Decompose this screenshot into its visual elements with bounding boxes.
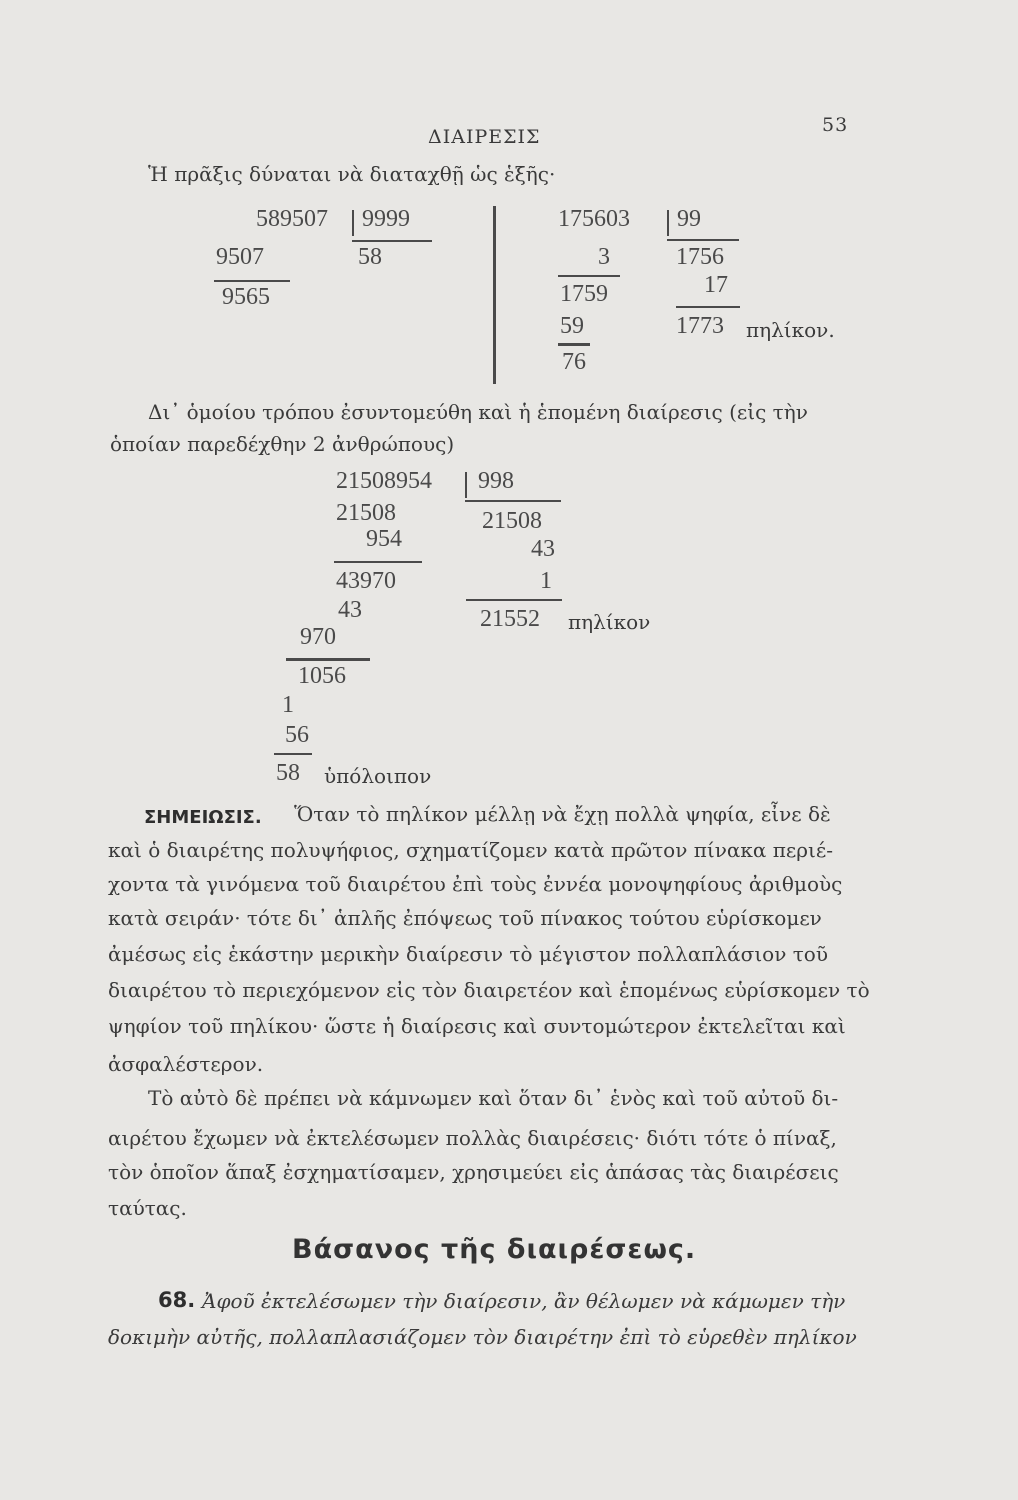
div3-l2: 21508	[336, 500, 396, 526]
div2-quotient-line	[667, 239, 739, 241]
div3-quotient-label: πηλίκον	[568, 610, 651, 634]
div1-divisor: 9999	[362, 206, 410, 232]
para3-line3: τὸν ὁποῖον ἅπαξ ἐσχηματίσαμεν, χρησιμεύει εἰς ἁπάσας τὰς διαιρέσεις	[108, 1160, 839, 1184]
para3-line1: Τὸ αὐτὸ δὲ πρέπει νὰ κάμνωμεν καὶ ὅταν δι᾽ ἑνὸς καὶ τοῦ αὐτοῦ δι-	[148, 1086, 839, 1110]
note-line3: χοντα τὰ γινόμενα τοῦ διαιρέτου ἐπὶ τοὺς ἐννέα μονοψηφίους ἀριθμοὺς	[108, 872, 843, 896]
div1-divider	[352, 210, 354, 236]
div1-row2: 9507	[216, 244, 264, 270]
div1-dividend: 589507	[256, 206, 328, 232]
note-line5: ἀμέσως εἰς ἑκάστην μερικὴν διαίρεσιν τὸ μέγιστον πολλαπλάσιον τοῦ	[108, 942, 828, 966]
note-line2: καὶ ὁ διαιρέτης πολυψήφιος, σχηματίζομεν κατὰ πρῶτον πίνακα περιέ-	[108, 838, 833, 862]
div2-quotient-label: πηλίκον.	[746, 318, 835, 342]
div1-remainder: 9565	[222, 284, 270, 310]
div3-l7: 1056	[298, 663, 346, 689]
note-label: ΣΗΜΕΙΩΣΙΣ.	[144, 807, 262, 828]
div3-sub-line-2	[286, 658, 370, 661]
para68-number: 68.	[158, 1288, 196, 1312]
para2-line2: ὁποίαν παρεδέχθην 2 ἀνθρώπους)	[110, 432, 455, 456]
div3-l8: 1	[282, 692, 294, 718]
note-line8: ἀσφαλέστερον.	[108, 1052, 264, 1076]
div3-sub-line-3	[274, 753, 312, 755]
section-heading: Βάσανος τῆς διαιρέσεως.	[292, 1234, 697, 1265]
running-title: ΔΙΑΙΡΕΣΙΣ	[428, 126, 541, 148]
para3-line4: ταύτας.	[108, 1196, 187, 1220]
div3-l3: 954	[366, 526, 402, 552]
div2-divider	[667, 210, 669, 236]
div2-row3-left: 1759	[560, 281, 608, 307]
div2-row2-right: 1756	[676, 244, 724, 270]
div2-row4-left: 59	[560, 313, 584, 339]
div2-row5-left: 76	[562, 349, 586, 375]
para68-line1: Ἀφοῦ ἐκτελέσωμεν τὴν διαίρεσιν, ἂν θέλωμεν νὰ κάμωμεν τὴν	[202, 1289, 846, 1313]
page-number: 53	[822, 114, 849, 136]
div3-dividend: 21508954	[336, 468, 432, 494]
note-line6: διαιρέτου τὸ περιεχόμενον εἰς τὸν διαιρετέον καὶ ἑπομένως εὑρίσκομεν τὸ	[108, 978, 870, 1002]
div1-quotient: 58	[358, 244, 382, 270]
div3-l4: 43970	[336, 568, 396, 594]
div1-sub-line	[214, 280, 290, 282]
div3-r3: 43	[531, 536, 555, 562]
div3-l5: 43	[338, 597, 362, 623]
note-line7: ψηφίον τοῦ πηλίκου· ὥστε ἡ διαίρεσις καὶ συντομώτερον ἐκτελεῖται καὶ	[108, 1014, 846, 1038]
div2-row3-right: 17	[704, 272, 728, 298]
para68-line2: δοκιμὴν αὐτῆς, πολλαπλασιάζομεν τὸν διαιρέτην ἐπὶ τὸ εὑρεθὲν πηλίκον	[108, 1325, 857, 1349]
div3-remainder-label: ὑπόλοιπον	[324, 764, 432, 788]
vertical-separator	[493, 206, 496, 384]
para3-line2: αιρέτου ἔχωμεν νὰ ἐκτελέσωμεν πολλὰς διαιρέσεις· διότι τότε ὁ πίναξ,	[108, 1126, 837, 1150]
div2-dividend: 175603	[558, 206, 630, 232]
intro-line: Ἡ πρᾶξις δύναται νὰ διαταχθῇ ὡς ἑξῆς·	[148, 162, 556, 186]
div3-l9: 56	[285, 722, 309, 748]
note-line1: Ὅταν τὸ πηλίκον μέλλῃ νὰ ἔχῃ πολλὰ ψηφία, εἶνε δὲ	[294, 802, 831, 826]
div3-add-line	[466, 599, 562, 601]
div3-l10: 58	[276, 760, 300, 786]
div3-divider	[465, 472, 467, 498]
div3-l6: 970	[300, 624, 336, 650]
div3-quotient-line	[465, 500, 561, 502]
div3-divisor: 998	[478, 468, 514, 494]
div2-divisor: 99	[677, 206, 701, 232]
div2-sub-line-1	[558, 275, 620, 277]
div2-row4-right: 1773	[676, 313, 724, 339]
note-line4: κατὰ σειράν· τότε δι᾽ ἁπλῆς ἐπόψεως τοῦ πίνακος τούτου εὑρίσκομεν	[108, 906, 822, 930]
para2-line1: Δι᾽ ὁμοίου τρόπου ἐσυντομεύθη καὶ ἡ ἑπομένη διαίρεσις (εἰς τὴν	[148, 400, 808, 424]
div2-add-line	[676, 306, 740, 308]
div3-r4: 1	[540, 568, 552, 594]
div3-sub-line-1	[334, 561, 422, 563]
div2-sub-line-2	[558, 343, 590, 346]
div3-r5: 21552	[480, 606, 540, 632]
div3-r2: 21508	[482, 508, 542, 534]
div2-row2-left: 3	[598, 244, 610, 270]
div1-quotient-line	[352, 240, 432, 242]
